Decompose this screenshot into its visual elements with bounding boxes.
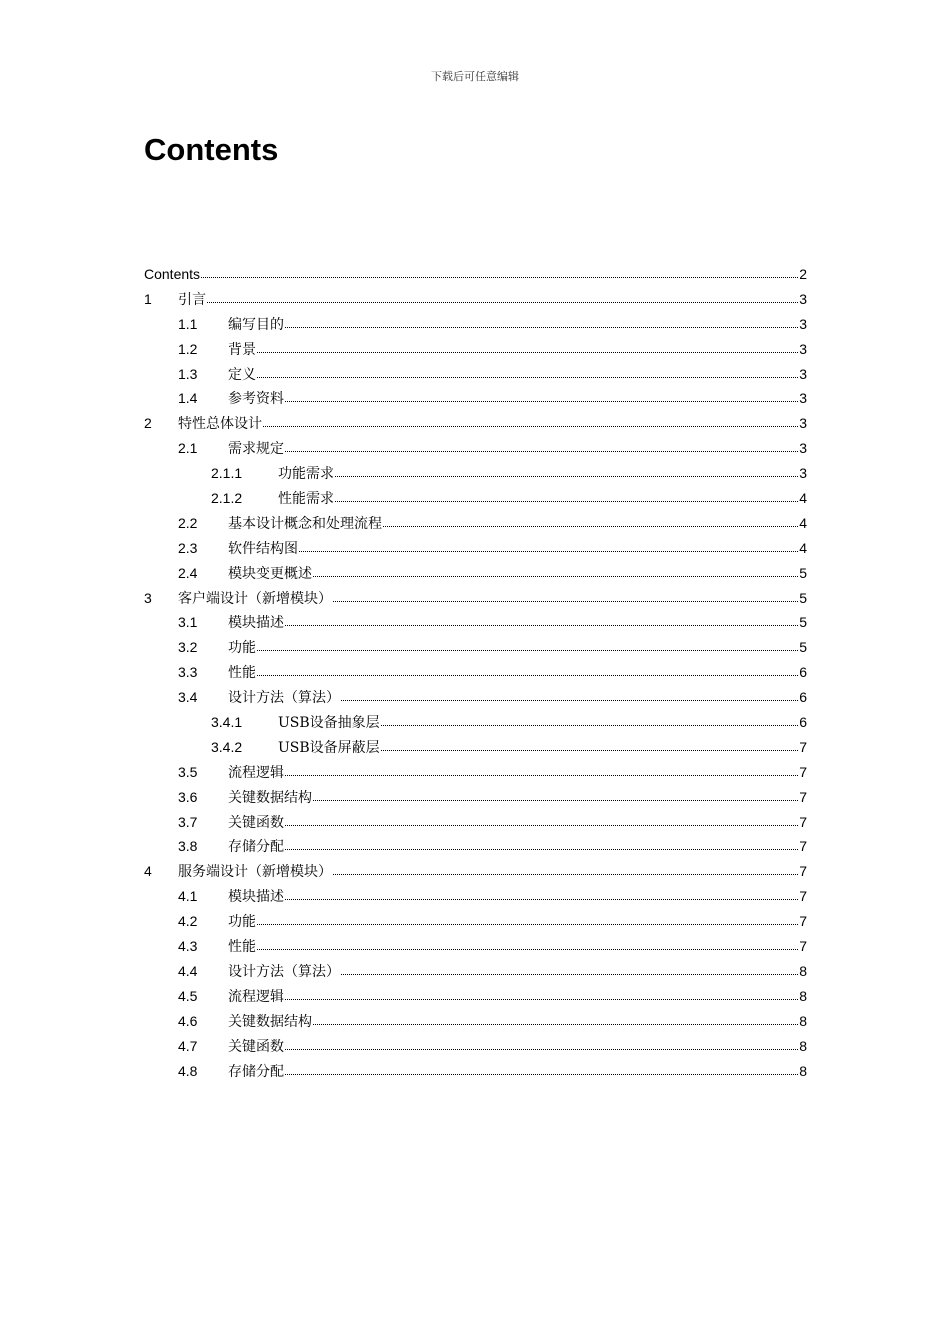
toc-entry-number: 3.7 bbox=[178, 813, 198, 830]
toc-entry-title: USB设备抽象层 bbox=[278, 715, 380, 732]
toc-entry-page-number: 8 bbox=[799, 1062, 807, 1079]
toc-entry-page-number: 2 bbox=[799, 266, 807, 282]
toc-entry[interactable] bbox=[144, 337, 807, 362]
toc-entry-title: 服务端设计（新增模块） bbox=[178, 864, 332, 881]
page-title: Contents bbox=[144, 132, 279, 167]
toc-entry-number: 3.4.1 bbox=[211, 714, 243, 731]
toc-entry[interactable] bbox=[144, 511, 807, 536]
toc-entry[interactable] bbox=[144, 909, 807, 934]
toc-entry-number: 3.3 bbox=[178, 664, 198, 681]
toc-dot-leader bbox=[257, 665, 798, 677]
toc-entry-title: 特性总体设计 bbox=[178, 416, 262, 433]
toc-dot-leader bbox=[285, 889, 798, 901]
toc-entry-title: 模块变更概述 bbox=[228, 565, 312, 582]
toc-entry-number: 3.4 bbox=[178, 689, 198, 706]
toc-entry[interactable] bbox=[144, 834, 807, 859]
toc-entry[interactable] bbox=[144, 735, 807, 760]
toc-entry[interactable] bbox=[144, 610, 807, 635]
toc-entry-page-number: 6 bbox=[799, 664, 807, 681]
toc-entry-title: 流程逻辑 bbox=[228, 988, 284, 1005]
toc-dot-leader bbox=[257, 914, 798, 926]
toc-entry-title: 基本设计概念和处理流程 bbox=[228, 515, 382, 532]
toc-entry[interactable] bbox=[144, 1059, 807, 1084]
toc-entry-title: 客户端设计（新增模块） bbox=[178, 590, 332, 607]
toc-entry-number: 2.2 bbox=[178, 514, 198, 531]
toc-entry-page-number: 3 bbox=[799, 415, 807, 432]
toc-entry-title: 定义 bbox=[228, 366, 256, 383]
toc-entry-title: 流程逻辑 bbox=[228, 764, 284, 781]
toc-entry[interactable] bbox=[144, 561, 807, 586]
toc-entry[interactable] bbox=[144, 959, 807, 984]
toc-entry-title: 存储分配 bbox=[228, 839, 284, 856]
toc-entry-title: 编写目的 bbox=[228, 316, 284, 333]
toc-entry[interactable] bbox=[144, 934, 807, 959]
toc-entry-number: 2.1.1 bbox=[211, 465, 243, 482]
toc-dot-leader bbox=[313, 790, 798, 802]
toc-entry-number: 4.1 bbox=[178, 888, 198, 905]
toc-entry-title: 性能需求 bbox=[278, 491, 334, 508]
toc-entry-page-number: 3 bbox=[799, 365, 807, 382]
toc-entry-page-number: 3 bbox=[799, 340, 807, 357]
toc-entry-page-number: 4 bbox=[799, 490, 807, 507]
toc-dot-leader bbox=[285, 815, 798, 827]
toc-entry[interactable] bbox=[144, 461, 807, 486]
toc-entry-number: 4.2 bbox=[178, 913, 198, 930]
toc-entry-page-number: 8 bbox=[799, 962, 807, 979]
toc-entry[interactable] bbox=[144, 386, 807, 411]
toc-entry[interactable] bbox=[144, 660, 807, 685]
toc-entry-title: 功能 bbox=[228, 640, 256, 657]
toc-entry-title: 设计方法（算法） bbox=[228, 690, 340, 707]
toc-entry[interactable] bbox=[144, 486, 807, 511]
toc-entry-number: 2.1.2 bbox=[211, 490, 243, 507]
toc-dot-leader bbox=[341, 964, 798, 976]
toc-entry-page-number: 7 bbox=[799, 813, 807, 830]
toc-entry-title: 关键函数 bbox=[228, 1038, 284, 1055]
toc-dot-leader bbox=[333, 864, 798, 876]
toc-entry-number: 3.4.2 bbox=[211, 738, 243, 755]
toc-dot-leader bbox=[341, 690, 798, 702]
toc-entry-number: 3 bbox=[144, 589, 152, 606]
toc-entry-page-number: 7 bbox=[799, 788, 807, 805]
toc-dot-leader bbox=[381, 715, 799, 727]
page-header-note: 下载后可任意编辑 bbox=[431, 70, 519, 83]
toc-entry-title: USB设备屏蔽层 bbox=[278, 739, 380, 756]
toc-entry-number: 2.4 bbox=[178, 564, 198, 581]
toc-entry[interactable] bbox=[144, 411, 807, 436]
toc-entry-page-number: 7 bbox=[799, 863, 807, 880]
toc-entry-number: 2.3 bbox=[178, 539, 198, 556]
toc-dot-leader bbox=[285, 441, 798, 453]
toc-dot-leader bbox=[285, 989, 798, 1001]
toc-entry-number: 4.5 bbox=[178, 987, 198, 1004]
toc-entry-number: 1.2 bbox=[178, 340, 198, 357]
toc-entry-number: 1.3 bbox=[178, 365, 198, 382]
toc-entry[interactable] bbox=[144, 635, 807, 660]
toc-dot-leader bbox=[285, 839, 798, 851]
toc-dot-leader bbox=[263, 416, 798, 428]
toc-dot-leader bbox=[285, 1039, 798, 1051]
toc-dot-leader bbox=[257, 342, 798, 354]
toc-entry-title: 参考资料 bbox=[228, 391, 284, 408]
toc-entry-page-number: 7 bbox=[799, 838, 807, 855]
toc-entry[interactable] bbox=[144, 810, 807, 835]
toc-entry-number: 3.6 bbox=[178, 788, 198, 805]
toc-entry[interactable] bbox=[144, 884, 807, 909]
toc-dot-leader bbox=[285, 765, 798, 777]
toc-entry-title: 模块描述 bbox=[228, 615, 284, 632]
toc-entry-page-number: 5 bbox=[799, 614, 807, 631]
toc-entry-page-number: 8 bbox=[799, 987, 807, 1004]
toc-entry[interactable] bbox=[144, 1009, 807, 1034]
toc-entry-number: 1 bbox=[144, 290, 152, 307]
toc-entry-title: 功能需求 bbox=[278, 466, 334, 483]
toc-entry-number: 4.6 bbox=[178, 1012, 198, 1029]
toc-entry[interactable] bbox=[144, 1034, 807, 1059]
toc-entry[interactable] bbox=[144, 586, 807, 611]
toc-entry-title: 需求规定 bbox=[228, 441, 284, 458]
toc-entry-title: 模块描述 bbox=[228, 889, 284, 906]
toc-entry-title: Contents bbox=[144, 266, 201, 282]
toc-entry-title: 引言 bbox=[178, 291, 206, 308]
toc-entry-title: 功能 bbox=[228, 914, 256, 931]
toc-dot-leader bbox=[207, 292, 798, 304]
toc-entry-title: 设计方法（算法） bbox=[228, 963, 340, 980]
toc-entry-page-number: 3 bbox=[799, 290, 807, 307]
toc-entry-page-number: 7 bbox=[799, 763, 807, 780]
toc-entry-page-number: 3 bbox=[799, 440, 807, 457]
toc-entry-page-number: 8 bbox=[799, 1012, 807, 1029]
toc-entry-number: 1.1 bbox=[178, 315, 198, 332]
toc-entry[interactable] bbox=[144, 760, 807, 785]
toc-entry-number: 4.4 bbox=[178, 962, 198, 979]
toc-entry-page-number: 7 bbox=[799, 913, 807, 930]
toc-entry-page-number: 7 bbox=[799, 888, 807, 905]
toc-entry-title: 性能 bbox=[228, 939, 256, 956]
toc-entry-page-number: 6 bbox=[799, 689, 807, 706]
toc-entry[interactable] bbox=[144, 436, 807, 461]
toc-dot-leader bbox=[285, 391, 798, 403]
toc-entry-title: 性能 bbox=[228, 665, 256, 682]
toc-entry[interactable] bbox=[144, 785, 807, 810]
toc-entry[interactable] bbox=[144, 984, 807, 1009]
toc-entry[interactable] bbox=[144, 287, 807, 312]
toc-entry-page-number: 3 bbox=[799, 465, 807, 482]
toc-entry-number: 3.1 bbox=[178, 614, 198, 631]
toc-entry-page-number: 4 bbox=[799, 514, 807, 531]
toc-dot-leader bbox=[381, 740, 799, 752]
toc-entry-page-number: 6 bbox=[799, 714, 807, 731]
toc-dot-leader bbox=[299, 541, 798, 553]
toc-entry[interactable] bbox=[144, 312, 807, 337]
toc-entry-number: 4.3 bbox=[178, 938, 198, 955]
toc-entry-number: 2.1 bbox=[178, 440, 198, 457]
toc-dot-leader bbox=[313, 1014, 798, 1026]
toc-dot-leader bbox=[313, 566, 798, 578]
toc-entry-title: 关键函数 bbox=[228, 814, 284, 831]
toc-entry[interactable] bbox=[144, 685, 807, 710]
toc-entry-page-number: 8 bbox=[799, 1037, 807, 1054]
toc-entry-page-number: 5 bbox=[799, 589, 807, 606]
toc-entry-number: 3.8 bbox=[178, 838, 198, 855]
toc-entry[interactable] bbox=[144, 710, 807, 735]
toc-entry[interactable] bbox=[144, 859, 807, 884]
toc-dot-leader bbox=[257, 640, 798, 652]
toc-entry-number: 2 bbox=[144, 415, 152, 432]
toc-entry-page-number: 5 bbox=[799, 639, 807, 656]
toc-dot-leader bbox=[335, 466, 798, 478]
toc-entry[interactable] bbox=[144, 362, 807, 387]
toc-entry-title: 关键数据结构 bbox=[228, 1013, 312, 1030]
toc-entry-number: 3.2 bbox=[178, 639, 198, 656]
toc-entry-title: 关键数据结构 bbox=[228, 789, 312, 806]
toc-entry-page-number: 7 bbox=[799, 938, 807, 955]
toc-dot-leader bbox=[285, 615, 798, 627]
toc-entry[interactable] bbox=[144, 262, 807, 287]
toc-dot-leader bbox=[333, 591, 798, 603]
table-of-contents bbox=[144, 262, 807, 1083]
toc-dot-leader bbox=[285, 1064, 798, 1076]
toc-entry-page-number: 4 bbox=[799, 539, 807, 556]
toc-entry-number: 4.8 bbox=[178, 1062, 198, 1079]
toc-dot-leader bbox=[285, 317, 798, 329]
toc-entry-number: 3.5 bbox=[178, 763, 198, 780]
toc-entry-number: 4 bbox=[144, 863, 152, 880]
toc-entry-page-number: 3 bbox=[799, 315, 807, 332]
toc-dot-leader bbox=[257, 367, 798, 379]
toc-entry-page-number: 3 bbox=[799, 390, 807, 407]
toc-dot-leader bbox=[335, 491, 798, 503]
toc-entry-number: 1.4 bbox=[178, 390, 198, 407]
toc-dot-leader bbox=[201, 267, 798, 279]
toc-entry-title: 软件结构图 bbox=[228, 540, 298, 557]
toc-entry-number: 4.7 bbox=[178, 1037, 198, 1054]
toc-dot-leader bbox=[383, 516, 798, 528]
toc-entry-title: 背景 bbox=[228, 341, 256, 358]
toc-entry-title: 存储分配 bbox=[228, 1063, 284, 1080]
toc-entry[interactable] bbox=[144, 536, 807, 561]
toc-entry-page-number: 5 bbox=[799, 564, 807, 581]
toc-dot-leader bbox=[257, 939, 798, 951]
toc-entry-page-number: 7 bbox=[799, 738, 807, 755]
